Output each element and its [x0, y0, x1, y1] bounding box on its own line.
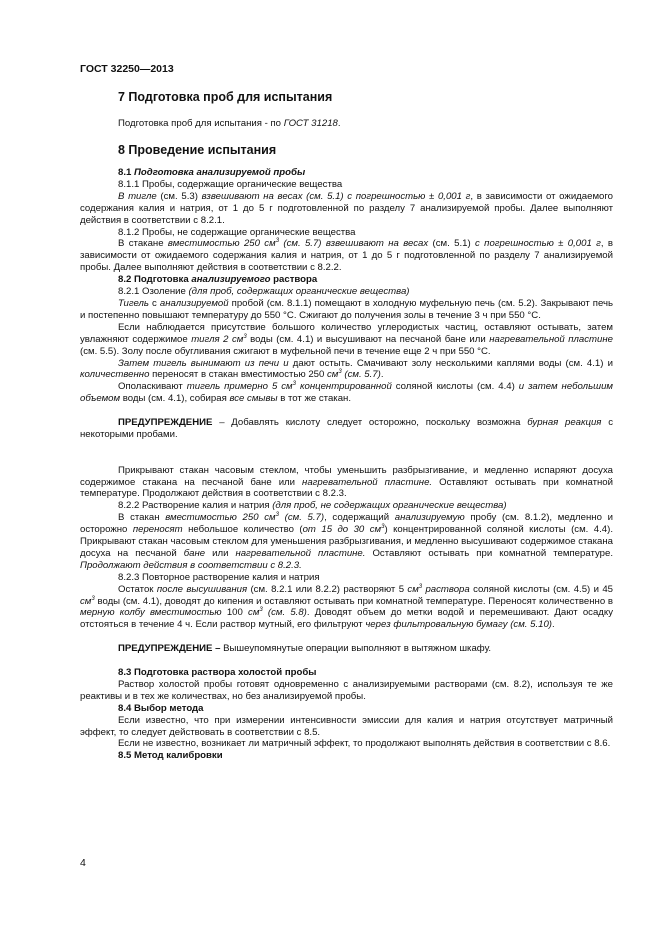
subsection-8-2-heading: 8.2 Подготовка анализируемого раствора — [118, 274, 318, 286]
section-8-body — [80, 167, 613, 762]
subsection-8-1-1-heading: 8.1.1 Пробы, содержащие органические вещества — [118, 178, 343, 190]
warning-2: ПРЕДУПРЕЖДЕНИЕ – Вышеупомянутые операции выполняют в вытяжном шкафу. — [118, 643, 492, 655]
subsection-8-4-heading: 8.4 Выбор метода — [118, 702, 204, 714]
paragraph: Затем тигель вынимают из печи и дают остыть. Смачивают золу несколькими каплями воды (см. 4.1) и количественно переносят в стакан вместимостью 250 $см^3$ (см. 5.7). — [80, 357, 613, 381]
subsection-8-3-heading: 8.3 Подготовка раствора холостой пробы — [118, 666, 317, 678]
paragraph: Если не известно, возникает ли матричный эффект, то продолжают выполнять действия в соответствии с 8.6. — [118, 738, 611, 750]
page-number: 4 — [80, 857, 86, 869]
subsection-8-5-heading: 8.5 Метод калибровки — [118, 750, 223, 762]
paragraph: В стакане вместимостью 250 $см^3$ (см. 5.7) взвешивают на весах (см. 5.1) с погрешностью ± 0,001 г, в зависимости от ожидаемого содержания калия и натрия, от 1 до 5 г подготовленной по разделу 7 анализируемой пробы. Далее выполняют действия в соответствии с 8.2.2. — [80, 238, 614, 274]
paragraph: В тигле (см. 5.3) взвешивают на весах (см. 5.1) с погрешностью ± 0,001 г, в зависимости от ожидаемого содержания калия и натрия, от 1 до 5 г подготовленной по разделу 7 анализируемой пробы. Далее выполняют действия в соответствии с 8.2.1. — [80, 190, 614, 226]
standard-header: ГОСТ 32250—2013 — [80, 63, 174, 75]
section-7-text: Подготовка проб для испытания - по ГОСТ 31218. — [118, 118, 341, 129]
paragraph: Тигель с анализируемой пробой (см. 8.1.1) помещают в холодную муфельную печь (см. 5.2). Закрывают печь и постепенно повышают температуру до 550 °С. Сжигают до получения золы в течение 3 ч при 550 °С. — [80, 297, 614, 321]
subsection-8-1-heading: 8.1 Подготовка анализируемой пробы — [118, 167, 306, 178]
section-7-title: 7 Подготовка проб для испытания — [118, 90, 333, 104]
paragraph: В стакан вместимостью 250 $см^3$ (см. 5.7), содержащий анализируемую пробу (см. 8.1.2), медленно и осторожно переносят небольшое количество (от 15 до 30 $см^3$) концентрированной соляной кислоты (см. 4.4). Прикрывают стакан часовым стеклом для уменьшения разбрызгивания, и медленно высушивают содержимое стакана досуха на песчаной бане или нагревательной пластине. Оставляют остывать при комнатной температуре. Продолжают действия в соответствии с 8.2.3. — [80, 512, 613, 571]
paragraph: Остаток после высушивания (см. 8.2.1 или 8.2.2) растворяют 5 $см^3$ раствора соляной кислоты (см. 4.5) и 45 $см^3$ воды (см. 4.1), доводят до кипения и оставляют остывать при комнатной температуре. Переносят количественно в мерную колбу вместимостью 100 $см^3$ (см. 5.8). Доводят объем до метки водой и перемешивают. Дают осадку отстояться в течение 4 ч. Если раствор мутный, его фильтруют через фильтровальную бумагу (см. 5.10). — [80, 583, 613, 631]
paragraph: Если наблюдается присутствие большого количество углеродистых частиц, оставляют остывать, затем увлажняют содержимое тигля 2 $см^3$ воды (см. 4.1) и высушивают на песчаной бане или нагревательной пластине (см. 5.5). Золу после обугливания сжигают в муфельной печи в течение еще 2 ч при 550 °С. — [80, 321, 614, 357]
subsection-8-2-1-heading: 8.2.1 Озоление (для проб, содержащих органические вещества) — [118, 286, 410, 298]
paragraph: Раствор холостой пробы готовят одновременно с анализируемыми растворами (см. 8.2), используя те же реактивы и в тех же количествах, но без анализируемой пробы. — [80, 678, 613, 702]
subsection-8-2-3-heading: 8.2.3 Повторное растворение калия и натрия — [118, 571, 320, 583]
subsection-8-1-2-heading: 8.1.2 Пробы, не содержащие органические вещества — [118, 226, 356, 238]
paragraph: Ополаскивают тигель примерно 5 $см^3$ концентрированной соляной кислоты (см. 4.4) и затем небольшим объемом воды (см. 4.1), собирая все смывы в тот же стакан. — [80, 381, 614, 405]
subsection-8-2-2-heading: 8.2.2 Растворение калия и натрия (для проб, не содержащих органические вещества) — [118, 500, 507, 512]
paragraph: Прикрывают стакан часовым стеклом, чтобы уменьшить разбрызгивание, и медленно испаряют досуха содержимое стакана на песчаной бане или нагревательной пластине. Оставляют остывать при комнатной температуре. Продолжают действия в соответствии с 8.2.3. — [80, 464, 613, 500]
section-8-title: 8 Проведение испытания — [118, 143, 277, 157]
warning-1: ПРЕДУПРЕЖДЕНИЕ – Добавлять кислоту следует осторожно, поскольку возможна бурная реакция с некоторыми пробами. — [80, 417, 613, 440]
paragraph: Если известно, что при измерении интенсивности эмиссии для калия и натрия отсутствует матричный эффект, то следует действовать в соответствии с 8.5. — [80, 714, 613, 738]
